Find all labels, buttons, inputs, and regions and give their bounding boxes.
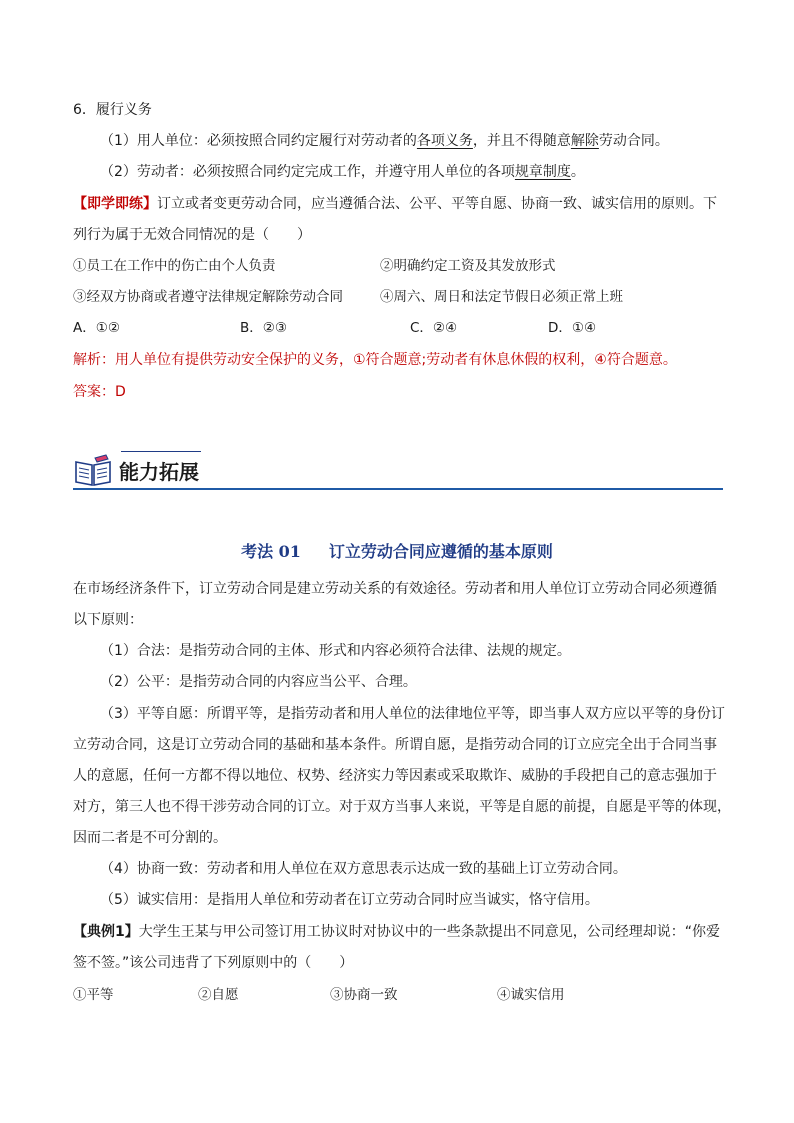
choice-1: ①平等 — [73, 987, 114, 1003]
answer-text: 答案：D — [73, 384, 126, 400]
header-bottom-rule — [73, 488, 723, 490]
text: （2）劳动者：必须按照合同约定完成工作，并遵守用人单位的各项 — [100, 164, 515, 180]
underlined-term: 各项义务 — [416, 133, 473, 149]
section-heading: 6．履行义务 — [73, 102, 152, 118]
text: 劳动合同。 — [598, 133, 669, 149]
statement-item-4: ④周六、周日和法定节假日必须正常上班 — [380, 289, 623, 305]
paragraph-worker-duty — [100, 162, 585, 182]
example-question-line1 — [73, 922, 720, 942]
option-a: A．①② — [73, 320, 120, 336]
open-book-icon — [73, 454, 113, 488]
principle-equal-line1: （3）平等自愿：所谓平等，是指劳动者和用人单位的法律地位平等，即当事人双方应以平等的身份订 — [100, 706, 725, 722]
principle-fair: （2）公平：是指劳动合同的内容应当公平、合理。 — [100, 674, 417, 690]
topic-name: 订立劳动合同应遵循的基本原则 — [328, 542, 553, 561]
statement-item-1: ①员工在工作中的伤亡由个人负责 — [73, 258, 276, 274]
choice-3: ③协商一致 — [330, 987, 398, 1003]
principle-consensus: （4）协商一致：劳动者和用人单位在双方意思表示达成一致的基础上订立劳动合同。 — [100, 861, 627, 877]
example-tag: 【典例1】 — [73, 924, 139, 940]
statement-item-3: ③经双方协商或者遵守法律规定解除劳动合同 — [73, 289, 343, 305]
text: ，并且不得随意 — [472, 133, 571, 149]
statement-item-2: ②明确约定工资及其发放形式 — [380, 258, 556, 274]
principle-equal-line5: 因而二者是不可分割的。 — [73, 830, 227, 846]
principle-honesty: （5）诚实信用：是指用人单位和劳动者在订立劳动合同时应当诚实，恪守信用。 — [100, 892, 599, 908]
choice-4: ④诚实信用 — [497, 987, 565, 1003]
text: 。 — [570, 164, 585, 180]
principle-equal-line2: 立劳动合同，这是订立劳动合同的基础和基本条件。所谓自愿，是指劳动合同的订立应完全出于合同当事 — [73, 737, 717, 753]
text: 订立或者变更劳动合同，应当遵循合法、公平、平等自愿、协商一致、诚实信用的原则。下 — [157, 196, 717, 212]
analysis-text: 解析：用人单位有提供劳动安全保护的义务，①符合题意;劳动者有休息休假的权利，④符合题意。 — [73, 352, 677, 368]
principle-equal-line4: 对方，第三人也不得干涉劳动合同的订立。对于双方当事人来说，平等是自愿的前提，自愿是平等的体现， — [73, 799, 731, 815]
exercise-question-line2: 列行为属于无效合同情况的是（ ） — [73, 227, 311, 243]
text: 大学生王某与甲公司签订用工协议时对协议中的一些条款提出不同意见，公司经理却说：“你爱 — [138, 924, 721, 940]
topic-title — [0, 540, 794, 564]
choice-2: ②自愿 — [198, 987, 239, 1003]
text: （1）用人单位：必须按照合同约定履行对劳动者的 — [100, 133, 417, 149]
section-header — [73, 448, 723, 492]
example-question-line2: 签不签。”该公司违背了下列原则中的（ ） — [73, 955, 354, 971]
header-top-rule — [121, 451, 201, 452]
exercise-tag: 【即学即练】 — [73, 196, 157, 212]
section-header-title: 能力拓展 — [119, 460, 199, 484]
principle-equal-line3: 人的意愿，任何一方都不得以地位、权势、经济实力等因素或采取欺诈、威胁的手段把自己的意志强加于 — [73, 768, 717, 784]
option-c: C．②④ — [410, 320, 458, 336]
underlined-term: 规章制度 — [514, 164, 571, 180]
option-d: D．①④ — [548, 320, 597, 336]
intro-line1: 在市场经济条件下，订立劳动合同是建立劳动关系的有效途径。劳动者和用人单位订立劳动合同必须遵循 — [73, 581, 717, 597]
principle-legal: （1）合法：是指劳动合同的主体、形式和内容必须符合法律、法规的规定。 — [100, 643, 571, 659]
underlined-term: 解除 — [570, 133, 599, 149]
exercise-question-line1 — [73, 194, 717, 214]
option-b: B．②③ — [240, 320, 287, 336]
paragraph-employer-duty — [100, 131, 669, 151]
intro-line2: 以下原则： — [73, 612, 143, 628]
topic-label: 考法 01 — [241, 542, 301, 561]
